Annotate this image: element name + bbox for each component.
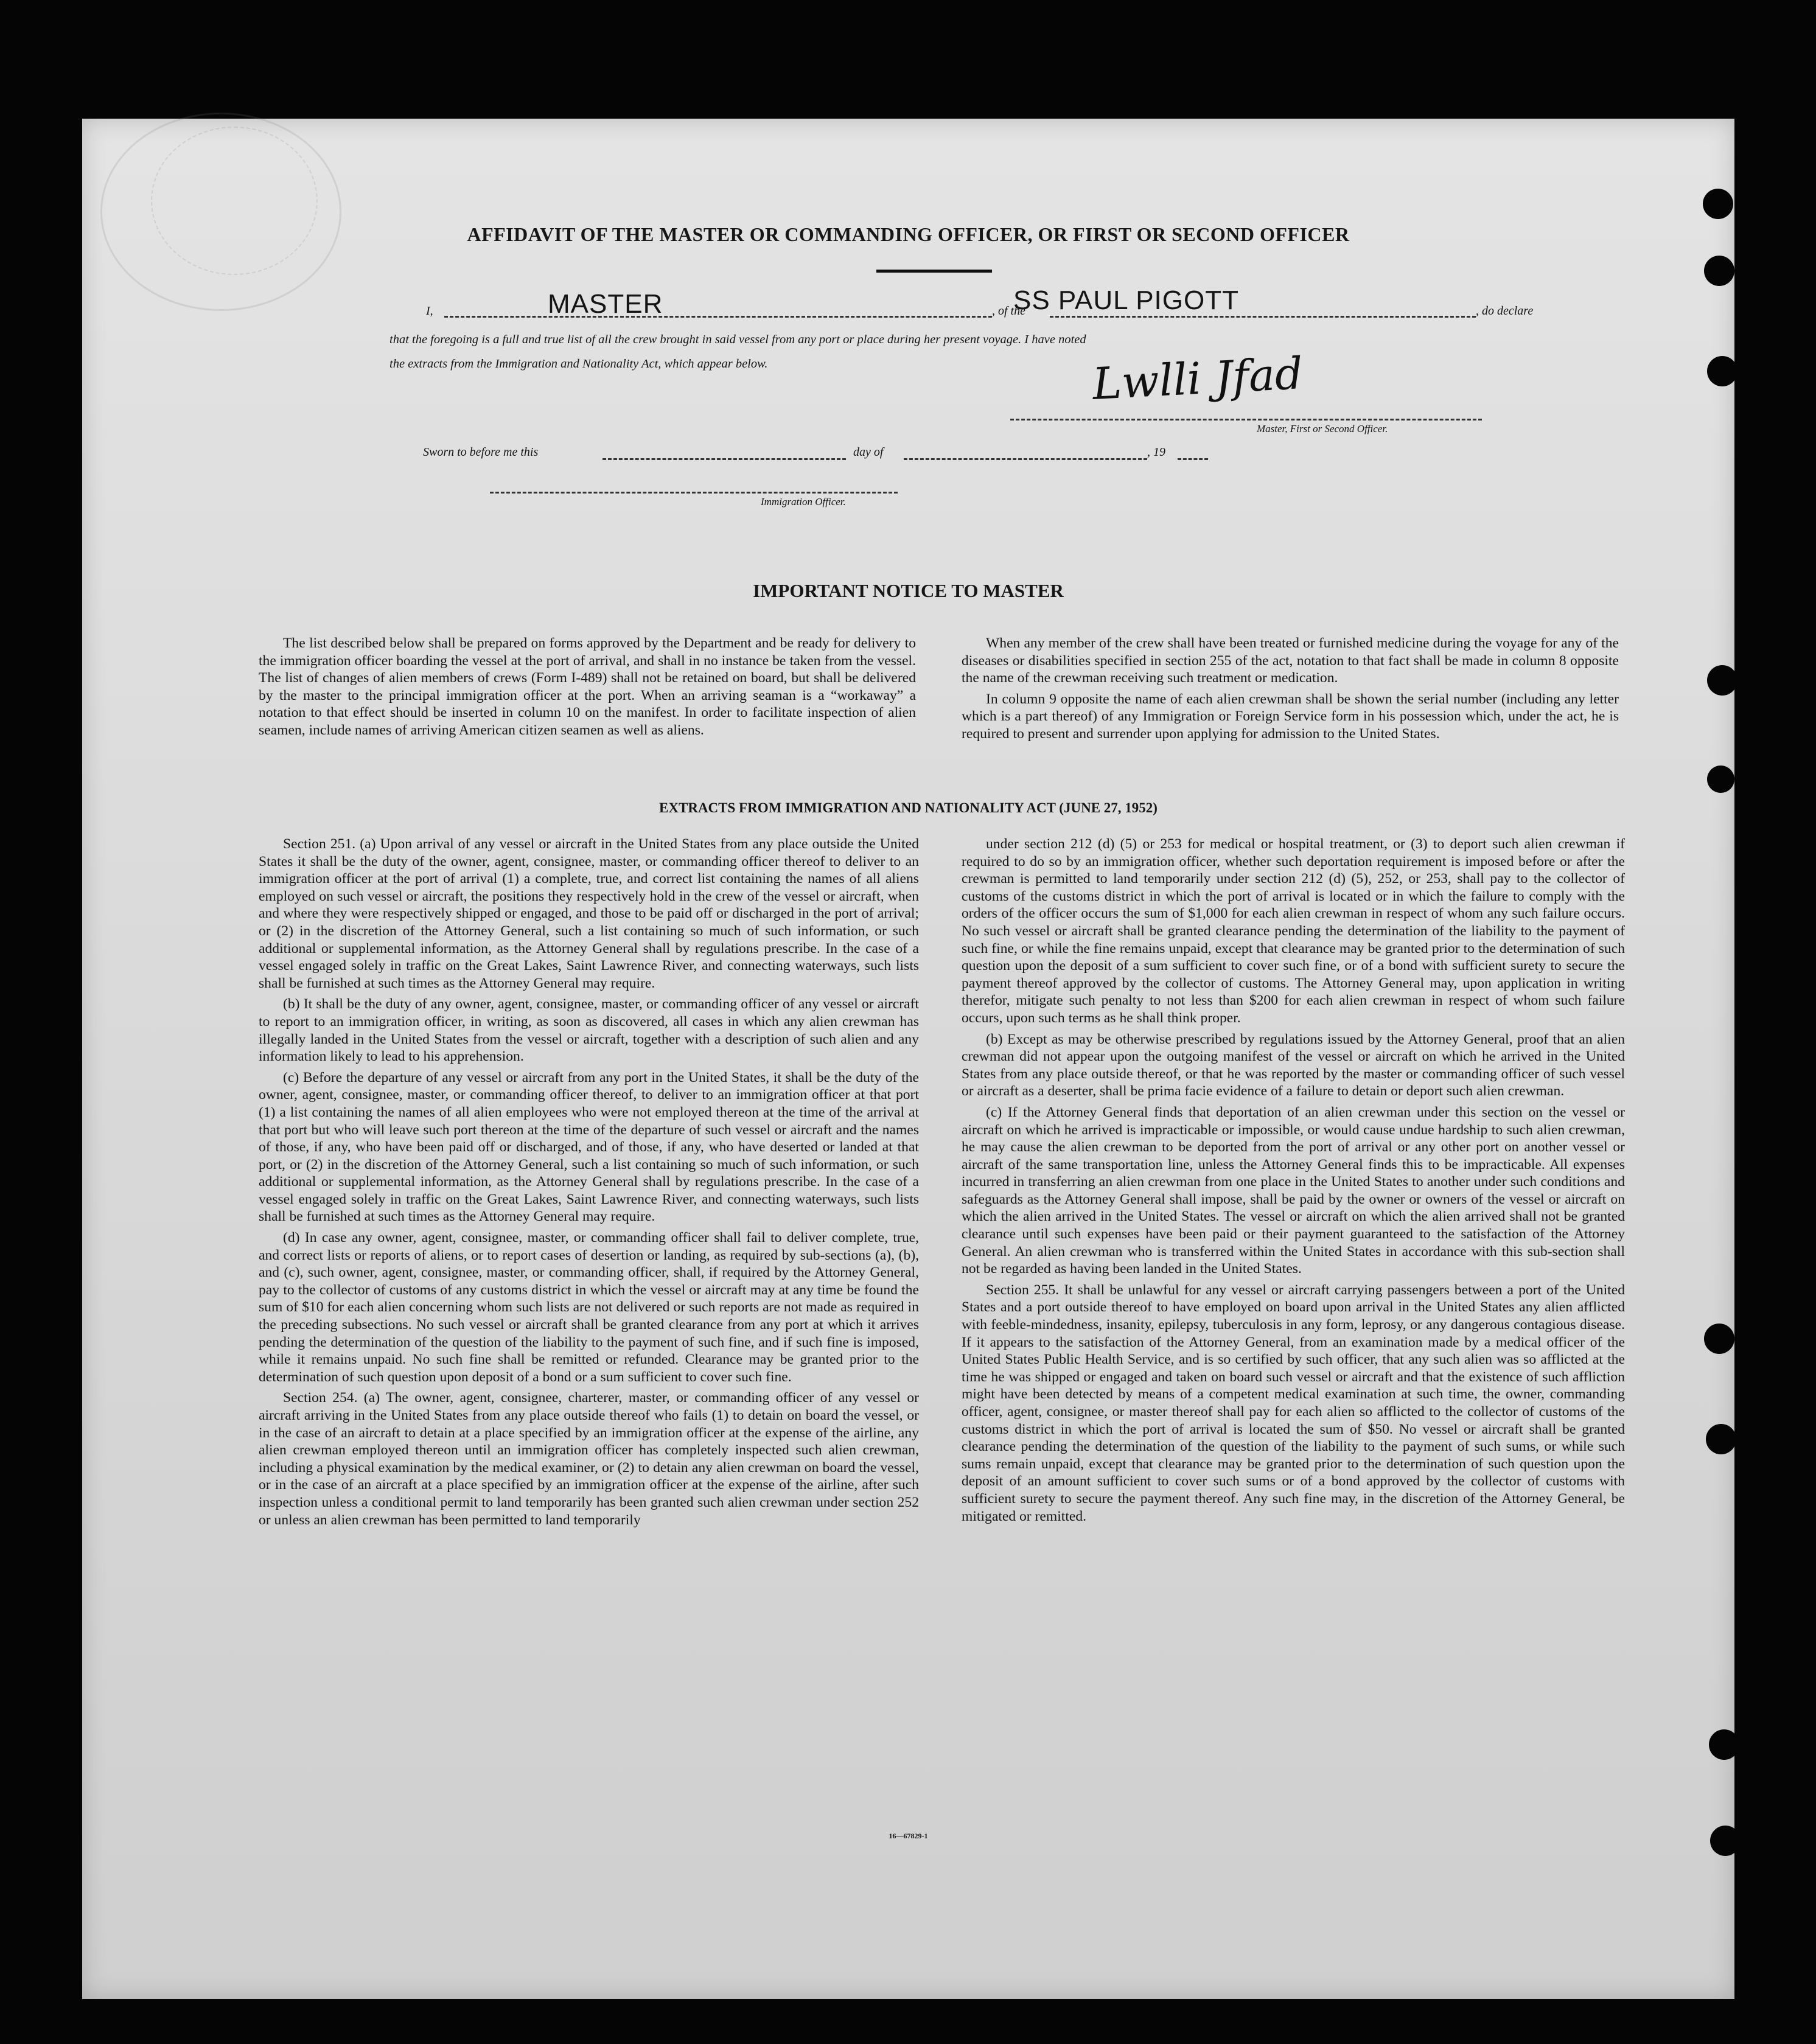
extract-paragraph: (d) In case any owner, agent, consignee, master, or commanding officer shall fail to deliver complete, true, and correct lists or reports of aliens, or to report cases of desertion or landing, as required by sub-sections (a), (b), and (c), such owner, agent, consignee, master, or commanding officer, shall, if required by the Attorney General, pay to the collector of customs of any customs district in which the vessel or aircraft may at any time be found the sum of $10 for each alien concerning whom such lists are not delivered or such reports are not made as required in the preceding subsections. No such vessel or aircraft shall be granted clearance from any port at which it arrives pending the determination of the question of the liability to the payment of such fine, and if such fine is imposed, while it remains unpaid. No such fine shall be remitted or refunded. Clearance may be granted prior to the determination of such question upon deposit of a bond or a sum sufficient to cover such fine. (259, 1230, 919, 1385)
punch-hole (1707, 665, 1737, 696)
year-line (1178, 458, 1208, 460)
punch-hole (1706, 1424, 1736, 1454)
notice-title: IMPORTANT NOTICE TO MASTER (753, 580, 1064, 601)
extract-paragraph: (b) Except as may be otherwise prescribed by regulations issued by the Attorney General, proof that an alien crewman did not appear upon the outgoing manifest of the vessel or aircraft on which he arrived in the United States from any place outside thereof, or that he was reported by the master or commanding officer of such vessel or aircraft as a deserter, shall be prima facie evidence of a failure to detain or deport such alien crewman. (962, 1031, 1625, 1100)
name-fill-line (444, 316, 992, 318)
punch-hole (1710, 1826, 1741, 1856)
extract-paragraph: Section 251. (a) Upon arrival of any vessel or aircraft in the United States from any place outside the United States it shall be the duty of the owner, agent, consignee, master, or commanding officer thereof to deliver to an immigration officer at the port of arrival (1) a complete, true, and correct list containing the names of all aliens employed on such vessel or aircraft, the positions they respectively hold in the crew of the vessel or aircraft, when and where they were respectively shipped or engaged, and those to be paid off or discharged in the port of arrival; or (2) in the discretion of the Attorney General, such a list containing so much of such information, or such additional or supplemental information, as the Attorney General shall by regulations prescribe. In the case of a vessel engaged solely in traffic on the Great Lakes, Saint Lawrence River, and connecting waterways, such lists shall be furnished at such times as the Attorney General may require. (259, 836, 919, 991)
extract-paragraph: (c) Before the departure of any vessel or aircraft from any port in the United States, it shall be the duty of the owner, agent, consignee, master, or commanding officer thereof, to deliver to an immigration officer at that port (1) a list containing the names of all alien employees who were not employed thereon at the time of the arrival at that port but who will leave such port thereon at the time of the departure of such vessel or aircraft and the names of those, if any, who have been paid off or discharged, and of those, if any, who have deserted or landed at that port, or (2) in the discretion of the Attorney General, such a list containing so much of such information, or such additional or supplemental information, as the Attorney General shall by regulations prescribe. In the case of a vessel engaged solely in traffic on the Great Lakes, Saint Lawrence River, and connecting waterways, such lists shall be furnished at such times as the Attorney General may require. (259, 1069, 919, 1225)
form-number: 16—67829-1 (889, 1832, 928, 1840)
punch-hole (1707, 356, 1737, 386)
year-label: , 19 (1147, 445, 1165, 459)
sworn-label: Sworn to before me this (423, 445, 539, 459)
punch-hole (1709, 1729, 1739, 1760)
sworn-month-line (904, 458, 1147, 460)
notice-paragraph: In column 9 opposite the name of each alien crewman shall be shown the serial number (including any letter which is a part thereof) of any Immigration or Foreign Service form in his possession which, under the act, he is required to present and surrender upon applying for admission to the United States. (962, 691, 1619, 742)
punch-hole (1704, 256, 1734, 286)
extract-paragraph: Section 254. (a) The owner, agent, consignee, charterer, master, or commanding officer of any vessel or aircraft arriving in the United States from any place outside thereof who fails (1) to detain on board the vessel, or in the case of an aircraft to detain at a place specified by an immigration officer at the expense of the airline, any alien crewman employed thereon until an immigration officer has completely inspected such alien crewman, including a physical examination by the medical examiner, or (2) to detain any alien crewman on board the vessel, or in the case of an aircraft at a place specified by an immigration officer at the expense of the airline, after such inspection unless a conditional permit to land temporarily has been granted such alien crewman under section 252 or unless an alien crewman has been permitted to land temporarily (259, 1390, 919, 1528)
signature-caption: Master, First or Second Officer. (1257, 423, 1388, 434)
declaration-line-1: that the foregoing is a full and true list of all the crew brought in said vessel from any port or place during her present voyage. I have noted (389, 333, 1086, 346)
typed-vessel: SS PAUL PIGOTT (1013, 285, 1239, 315)
vessel-fill-line (1050, 316, 1476, 318)
title-divider (876, 270, 992, 273)
extracts-title: EXTRACTS FROM IMMIGRATION AND NATIONALITY ACT (JUNE 27, 1952) (659, 800, 1158, 815)
label-i: I, (426, 304, 433, 318)
punch-hole (1703, 189, 1733, 219)
typed-name: MASTER (548, 289, 663, 319)
extract-paragraph: under section 212 (d) (5) or 253 for medical or hospital treatment, or (3) to deport such alien crewman if required to do so by an immigration officer, whether such deportation requirement is imposed before or after the crewman is permitted to land temporarily under section 212 (d) (5), 252, or 253, shall pay to the collector of customs of the customs district in which the port of arrival is located or in which the failure to comply with the orders of the officer occurs the sum of $1,000 for each alien crewman in respect of whom any such failure occurs. No such vessel or aircraft shall be granted clearance pending the determination of the liability to the payment of such fine, or while the fine remains unpaid, except that clearance may be granted prior to the determination of such question upon the deposit of a sum sufficient to cover such fine, or of a bond with sufficient surety to secure the payment thereof approved by the collector of customs. The Attorney General may, upon application in writing therefor, mitigate such penalty to not less than $200 for each alien crewman in respect of whom such failure occurs, upon such terms as he shall think proper. (962, 836, 1625, 1026)
sworn-day-line (602, 458, 846, 460)
signature-line (1010, 419, 1482, 420)
notice-paragraph: When any member of the crew shall have been treated or furnished medicine during the voyage for any of the diseases or disabilities specified in section 255 of the act, notation to that fact shall be made in column 8 opposite the name of the crewman receiving such treatment or medication. (962, 635, 1619, 686)
declaration-line-2: the extracts from the Immigration and Nationality Act, which appear below. (389, 357, 768, 371)
extract-paragraph: (c) If the Attorney General finds that deportation of an alien crewman under this section on the vessel or aircraft on which he arrived is impracticable or impossible, or would cause undue hardship to such alien crewman, he may cause the alien crewman to be deported from the port of arrival or any other port on another vessel or aircraft of the same transportation line, unless the Attorney General finds this to be impracticable. All expenses incurred in transferring an alien crewman from one place in the United States to another under such conditions and safeguards as the Attorney General shall impose, shall be paid by the owner or owners of the vessel or aircraft on which the alien arrived in the United States. The vessel or aircraft on which the alien arrived shall not be granted clearance until such expenses have been paid or their payment guaranteed to the satisfaction of the Attorney General. An alien crewman who is transferred within the United States in accordance with this sub-section shall not be regarded as having been landed in the United States. (962, 1104, 1625, 1277)
extract-paragraph: (b) It shall be the duty of any owner, agent, consignee, master, or commanding officer of any vessel or aircraft to report to an immigration officer, in writing, as soon as discovered, all cases in which any alien crewman has illegally landed in the United States from the vessel or aircraft, together with a description of such alien and any information likely to lead to his apprehension. (259, 996, 919, 1065)
extract-paragraph: Section 255. It shall be unlawful for any vessel or aircraft carrying passengers between a port of the United States and a port outside thereof to have employed on board upon arrival in the United States any alien afflicted with feeble-mindedness, insanity, epilepsy, tuberculosis in any form, leprosy, or any dangerous contagious disease. If it appears to the satisfaction of the Attorney General, from an examination made by a medical officer of the United States Public Health Service, and is so certified by such officer, that any such alien was so afflicted at the time he was shipped or engaged and taken on board such vessel or aircraft and that the existence of such affliction might have been detected by means of a competent medical examination at such time, the owner, commanding officer, agent, consignee, or master thereof shall pay for each alien so afflicted to the collector of customs of the customs district in which the port of arrival is located the sum of $50. No vessel or aircraft shall be granted clearance pending the determination of the question of the liability to the payment of such sums, or while such sums remain unpaid, except that clearance may be granted prior to the determination of such question upon the deposit of an amount sufficient to cover such sums or of a bond approved by the collector of customs with sufficient surety to secure the payment thereof. Any such fine may, in the discretion of the Attorney General, be mitigated or remitted. (962, 1282, 1625, 1524)
officer-caption: Immigration Officer. (761, 496, 846, 508)
extracts-left-column (259, 835, 919, 1532)
punch-hole (1707, 766, 1734, 793)
officer-signature-line (490, 492, 898, 494)
notice-left-column (259, 635, 916, 743)
document-page (82, 119, 1734, 1999)
notice-right-column (962, 635, 1619, 747)
punch-hole (1704, 1324, 1734, 1354)
affidavit-title: AFFIDAVIT OF THE MASTER OR COMMANDING OFFICER, OR FIRST OR SECOND OFFICER (467, 223, 1350, 245)
notice-paragraph: The list described below shall be prepared on forms approved by the Department and be ready for delivery to the immigration officer boarding the vessel at the port of arrival, and shall in no instance be taken from the vessel. The list of changes of alien members of crews (Form I-489) shall not be retained on board, but shall be delivered by the master to the principal immigration officer at the port. When an arriving seaman is a “workaway” a notation to that effect should be inserted in column 10 on the manifest. In order to facilitate inspection of alien seamen, include names of arriving American citizen seamen as well as aliens. (259, 635, 916, 738)
stamp-seal (100, 113, 341, 311)
day-of-label: day of (853, 445, 884, 459)
extracts-right-column (962, 835, 1625, 1529)
label-of-the: , of the (992, 304, 1025, 318)
master-signature: Lwlli Jfad (1091, 347, 1304, 410)
label-do-declare: , do declare (1476, 304, 1534, 318)
